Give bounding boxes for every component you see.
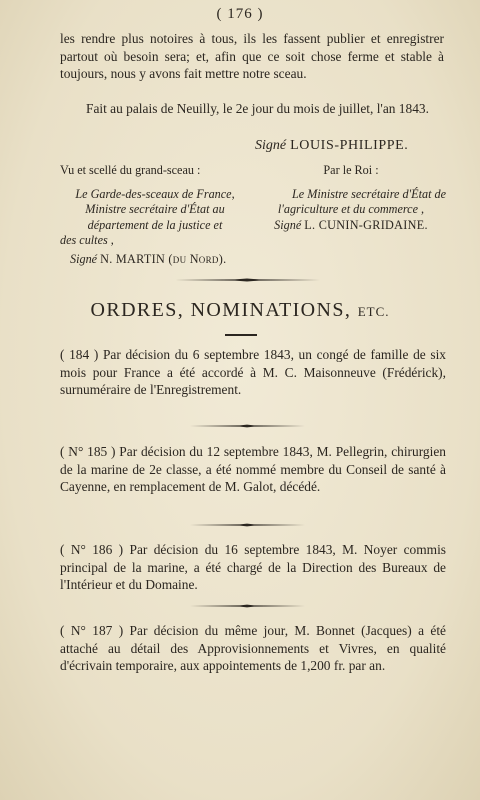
right-signer: L. CUNIN-GRIDAINE. (304, 217, 428, 232)
right-title-line: Le Ministre secrétaire d'État de (291, 186, 446, 201)
page-number: ( 176 ) (216, 6, 264, 22)
left-title-line: Ministre secrétaire d'État au (85, 202, 225, 216)
king-name: LOUIS-PHILIPPE. (290, 138, 409, 153)
entry-184: ( 184 ) Par décision du 6 septembre 1843, un congé de famille de six mois pour France a été accordé à M. C. Maisonneuve (Frédérick), surnuméraire de l'Enregistrement. (60, 347, 446, 397)
signe-label: Signé (255, 138, 287, 153)
section-title (0, 299, 480, 322)
left-signer: N. MARTIN (du Nord). (100, 251, 227, 266)
date-paragraph: Fait au palais de Neuilly, le 2e jour du mois de juillet, l'an 1843. (86, 101, 429, 116)
entry-185: ( N° 185 ) Par décision du 12 septembre 1843, M. Pellegrin, chirurgien de la marine de 2e classe, a été nommé membre du Conseil de santé à Cayenne, en remplacement de M. Galot, décédé. (60, 444, 446, 494)
entry-separator (190, 424, 305, 428)
left-title-line: des cultes , (60, 233, 114, 247)
closing-paragraph: les rendre plus notoires à tous, ils les fassent publier et enregistrer partout où besoin sera; et, afin que ce soit chose ferme et stable à toujours, nous y avons fait mettre notre sceau. (60, 31, 444, 81)
right-signature-column (256, 163, 446, 233)
king-signature (255, 138, 408, 154)
entry-187: ( N° 187 ) Par décision du même jour, M. Bonnet (Jacques) a été attaché au détail des Approvisionnements et Vivres, en qualité d'écrivain temporaire, aux appointements de 1,200 fr. par an. (60, 623, 446, 673)
right-title-line: l'agriculture et du commerce , (277, 202, 425, 216)
right-heading: Par le Roi : (323, 163, 379, 177)
ornamental-rule (175, 278, 320, 282)
section-title-text: ORDRES, NOMINATIONS, (90, 299, 352, 321)
section-title-etc: ETC. (357, 304, 390, 319)
entry-separator (190, 604, 305, 608)
entry-186: ( N° 186 ) Par décision du 16 septembre 1843, M. Noyer commis principal de la marine, a été chargé de la Direction des Bureaux de l'Intérieur et du Domaine. (60, 542, 446, 592)
left-heading: Vu et scellé du grand-sceau : (60, 163, 201, 177)
entry-separator (190, 523, 305, 527)
title-rule (225, 334, 257, 336)
left-title-line: Le Garde-des-sceaux de France, (75, 186, 235, 201)
left-title-line: département de la justice et (87, 217, 223, 232)
left-signature-column (60, 163, 250, 267)
right-signe-label: Signé (274, 217, 302, 232)
left-signe-label: Signé (70, 251, 98, 266)
